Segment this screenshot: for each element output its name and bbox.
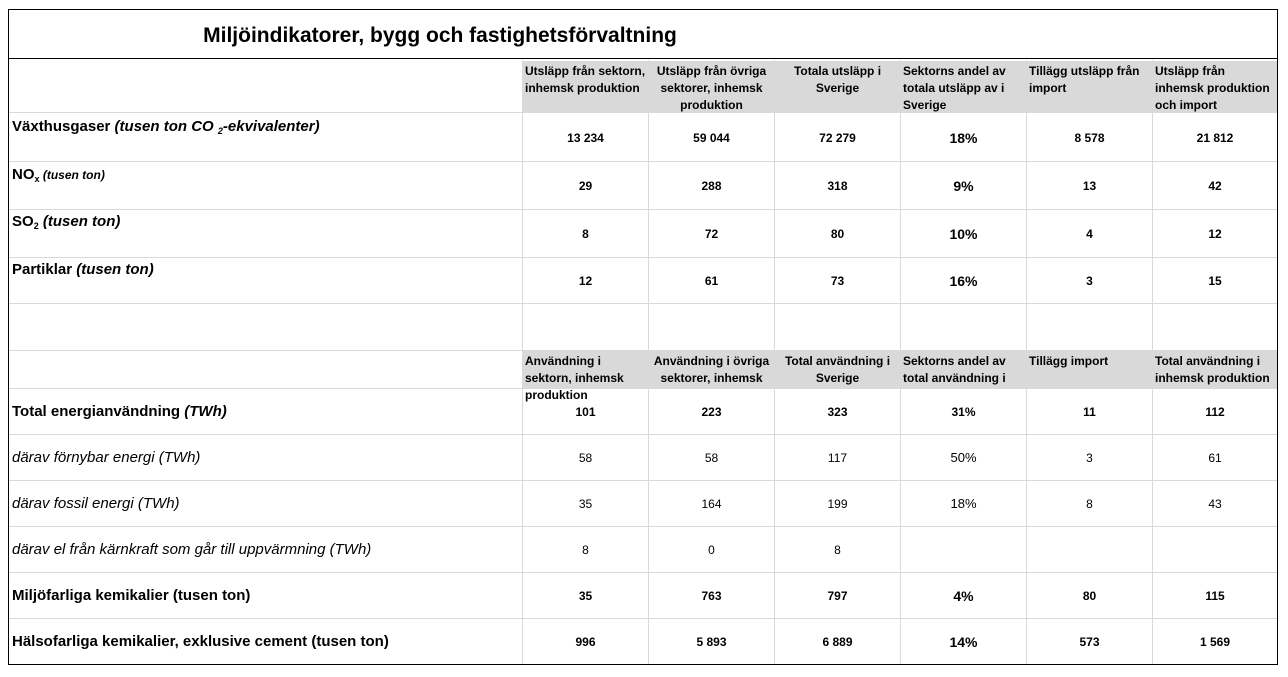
row-label-particles: Partiklar (tusen ton) bbox=[12, 261, 154, 278]
table-cell: 58 bbox=[578, 451, 593, 465]
table-cell: 29 bbox=[578, 179, 593, 193]
row-label-env-chemicals: Miljöfarliga kemikalier (tusen ton) bbox=[12, 587, 251, 604]
row-label-total-energy: Total energianvändning (TWh) bbox=[12, 403, 227, 420]
table-cell: 8 bbox=[1086, 497, 1093, 511]
row-label-fossil: därav fossil energi (TWh) bbox=[12, 495, 180, 512]
row-divider bbox=[9, 388, 1277, 389]
column-header: Utsläpp från inhemsk produktion och import bbox=[1153, 61, 1277, 112]
row-divider bbox=[9, 257, 1277, 258]
row-divider bbox=[9, 434, 1277, 435]
row-divider bbox=[9, 303, 1277, 304]
column-header: Sektorns andel av totala utsläpp av i Sverige bbox=[901, 61, 1026, 112]
table-cell: 58 bbox=[704, 451, 719, 465]
column-header: Användning i övriga sektorer, inhemsk bbox=[649, 351, 774, 388]
table-cell: 318 bbox=[827, 179, 848, 193]
table-cell: 61 bbox=[704, 274, 719, 288]
table-cell: 288 bbox=[701, 179, 722, 193]
table-cell: 5 893 bbox=[696, 635, 727, 649]
table-cell: 73 bbox=[830, 274, 845, 288]
column-header: Total användning i inhemsk produktion bbox=[1153, 351, 1277, 388]
row-label-greenhouse-gases: Växthusgaser (tusen ton CO $_2$-ekvivalenter) bbox=[12, 118, 320, 136]
table-cell: 8 bbox=[834, 543, 841, 557]
table-cell: 16% bbox=[949, 273, 978, 289]
row-divider bbox=[9, 161, 1277, 162]
column-header: Tillägg import bbox=[1027, 351, 1152, 388]
table-cell: 43 bbox=[1208, 497, 1222, 511]
row-label-nuclear: därav el från kärnkraft som går till uppvärmning (TWh) bbox=[12, 541, 372, 558]
table-cell: 13 bbox=[1082, 179, 1097, 193]
table-cell: 72 bbox=[704, 227, 719, 241]
column-header: Tillägg utsläpp från import bbox=[1027, 61, 1152, 112]
table-cell: 4% bbox=[953, 588, 974, 604]
table-cell: 8 bbox=[582, 227, 589, 241]
row-divider bbox=[9, 480, 1277, 481]
row-label-health-chemicals: Hälsofarliga kemikalier, exklusive cement (tusen ton) bbox=[12, 633, 389, 650]
table-cell: 996 bbox=[575, 635, 596, 649]
row-label-so2: $SO_2$ (tusen ton) bbox=[12, 213, 121, 231]
table-cell: 8 bbox=[582, 543, 589, 557]
column-header: Totala utsläpp i Sverige bbox=[775, 61, 900, 112]
row-divider bbox=[9, 572, 1277, 573]
table-cell: 35 bbox=[578, 497, 593, 511]
table-cell: 18% bbox=[949, 130, 978, 146]
title-box bbox=[8, 9, 1278, 59]
table-cell: 14% bbox=[949, 634, 978, 650]
row-label-renewable: därav förnybar energi (TWh) bbox=[12, 449, 201, 466]
table-cell: 8 578 bbox=[1074, 131, 1105, 145]
table-cell: 80 bbox=[830, 227, 845, 241]
table-cell: 797 bbox=[827, 589, 848, 603]
column-header: Utsläpp från sektorn, inhemsk produktion bbox=[523, 61, 648, 112]
row-divider bbox=[9, 618, 1277, 619]
table-cell: 4 bbox=[1086, 227, 1093, 241]
table-cell: 9% bbox=[953, 178, 974, 194]
table-cell: 6 889 bbox=[822, 635, 853, 649]
table-cell: 164 bbox=[701, 497, 722, 511]
table-cell: 573 bbox=[1079, 635, 1100, 649]
page-title: Miljöindikatorer, bygg och fastighetsförvaltning bbox=[203, 24, 677, 47]
table-cell: 72 279 bbox=[819, 131, 856, 145]
table-cell: 18% bbox=[950, 496, 977, 511]
table-cell: 115 bbox=[1205, 589, 1225, 603]
table-cell: 1 569 bbox=[1199, 635, 1231, 649]
table-cell: 12 bbox=[1208, 227, 1222, 241]
table-cell: 61 bbox=[1208, 451, 1222, 465]
row-divider bbox=[9, 209, 1277, 210]
table-cell: 3 bbox=[1086, 451, 1093, 465]
row-divider bbox=[9, 112, 1277, 113]
table-cell: 31% bbox=[951, 405, 976, 419]
table-cell: 763 bbox=[701, 589, 722, 603]
table-cell: 10% bbox=[949, 226, 978, 242]
table-cell: 80 bbox=[1082, 589, 1097, 603]
table-cell: 12 bbox=[578, 274, 593, 288]
table-cell: 101 bbox=[575, 405, 596, 419]
table-cell: 3 bbox=[1086, 274, 1093, 288]
table-cell: 15 bbox=[1208, 274, 1222, 288]
table-cell: 117 bbox=[827, 451, 848, 465]
table-cell: 323 bbox=[827, 405, 848, 419]
table-cell: 11 bbox=[1083, 405, 1096, 419]
column-header: Utsläpp från övriga sektorer, inhemsk produktion bbox=[649, 61, 774, 112]
table-cell: 0 bbox=[708, 543, 715, 557]
column-header: Total användning i Sverige bbox=[775, 351, 900, 388]
row-divider bbox=[9, 526, 1277, 527]
column-header: Sektorns andel av total användning i bbox=[901, 351, 1026, 388]
table-cell: 223 bbox=[701, 405, 722, 419]
table-cell: 199 bbox=[827, 497, 848, 511]
table-cell: 59 044 bbox=[693, 131, 730, 145]
table-cell: 50% bbox=[950, 450, 977, 465]
table-cell: 21 812 bbox=[1196, 131, 1234, 145]
table-cell: 35 bbox=[578, 589, 593, 603]
table-cell: 13 234 bbox=[567, 131, 604, 145]
row-label-nox: $NO_x$ (tusen ton) bbox=[12, 166, 105, 184]
table-cell: 112 bbox=[1205, 405, 1225, 419]
column-header: Användning i sektorn, inhemsk produktion bbox=[523, 351, 648, 388]
table-cell: 42 bbox=[1208, 179, 1222, 193]
